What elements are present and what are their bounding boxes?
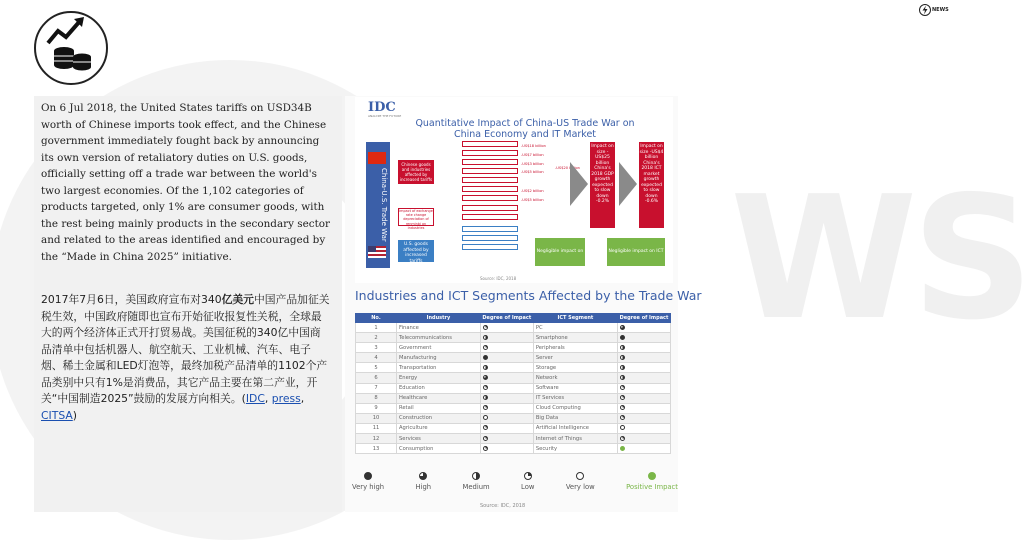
legend-item-very-low [566,472,595,491]
row-number: 12 [356,434,397,444]
ict-degree-cell [618,323,671,333]
row-number: 7 [356,383,397,393]
trend-coins-logo [34,11,108,85]
industry-degree-cell [480,373,533,383]
link-idc[interactable]: IDC [245,392,265,405]
row-number: 5 [356,363,397,373]
industry-cell: Construction [397,413,481,423]
legend-label: Very high [352,483,385,491]
negligible-ict-box: Negligible impact on ICT market [607,238,665,266]
degree-low-icon [620,395,625,400]
idc-logo: IDC [368,100,396,115]
ict-degree-cell [618,423,671,433]
legend-label: Medium [462,483,490,491]
industry-degree-cell [480,383,533,393]
row-number: 9 [356,403,397,413]
degree-medium-icon [620,355,625,360]
idc-logo-tagline: ANALYZE THE FUTURE [368,114,402,118]
infographic-title: Quantitative Impact of China-US Trade War on China Economy and IT Market [415,118,635,140]
ict-segment-cell: Network [533,373,617,383]
degree-low-icon [483,446,488,451]
ict-degree-cell [618,393,671,403]
header-industry: Industry [397,314,481,323]
row-number: 4 [356,353,397,363]
ict-degree-cell [618,403,671,413]
degree-low-icon [620,436,625,441]
legend-very-low-icon [576,472,584,480]
row-number: 13 [356,444,397,454]
impact-table [355,313,671,454]
ict-segment-cell: Smartphone [533,333,617,343]
table-row [356,333,671,343]
table-row [356,423,671,433]
table-title: Industries and ICT Segments Affected by the Trade War [355,288,702,303]
degree-medium-icon [483,365,488,370]
english-paragraph: On 6 Jul 2018, the United States tariffs on USD34B worth of Chinese imports took effect, and the Chinese government immediately fought back by announcing its own version of retaliatory duties on U.S. goods, officially setting off a trade war between the world's two largest economies. Of the 1,102 categories of products targeted, only 1% are consumer goods, with the rest being mainly products in the secondary sector and related to the areas identified and encouraged by the “Made in China 2025” initiative. [41,102,330,263]
gdp-impact-box: Impact on size -US$25 billion China's 2018 GDP growth expected to slow down -0.2% [590,142,615,228]
chinese-text-2: 中国产品加征关税生效，中国政府随即也宣布开始征收报复性关税，全球最大的两个经济体正式开打贸易战。美国征税的340亿中国商品清单中包括机器人、航空航天、工业机械、汽车、电子烟、稀土金属和LED灯泡等，最终加税产品清单的1102个产品类别中只有1%是消费品，其它产品主要在第二产业，开关“中国制造2025”鼓励的发展方向相关。( [41,293,330,405]
chinese-text-1: 2017年7月6日，美国政府宣布对340 [41,293,222,306]
legend-label: Positive Impact [626,483,678,491]
lightning-icon [919,4,931,16]
ict-segment-cell: Big Data [533,413,617,423]
legend-positive-icon [648,472,656,480]
degree-low-icon [620,385,625,390]
ict-degree-cell [618,373,671,383]
ict-degree-cell [618,353,671,363]
row-number: 3 [356,343,397,353]
header-industry-degree: Degree of Impact [480,314,533,323]
legend-item-high [415,472,431,491]
table-row [356,323,671,333]
header-ict-segment: ICT Segment [533,314,617,323]
degree-very-low-icon [620,425,625,430]
ict-segment-cell: IT Services [533,393,617,403]
degree-legend [352,472,678,491]
table-row [356,343,671,353]
ict-segment-cell: Peripherals [533,343,617,353]
degree-high-icon [620,325,625,330]
arrow-to-ict [619,162,637,206]
degree-positive-icon [620,446,625,451]
degree-low-icon [483,385,488,390]
industry-cell: Consumption [397,444,481,454]
ict-degree-cell [618,363,671,373]
table-row [356,393,671,403]
industry-cell: Finance [397,323,481,333]
link-press[interactable]: press [271,392,301,405]
brand-news-logo [919,4,949,16]
degree-low-icon [620,405,625,410]
degree-medium-icon [620,345,625,350]
row-number: 1 [356,323,397,333]
table-row [356,413,671,423]
ict-segment-cell: Security [533,444,617,454]
ict-segment-cell: Server [533,353,617,363]
ict-degree-cell [618,333,671,343]
table-source: Source: IDC, 2018 [480,503,526,509]
ict-segment-cell: Internet of Things [533,434,617,444]
exchange-rate-box: Impact of exchange rate change depreciation of renminbi on industries [399,209,433,230]
ict-segment-cell: Software [533,383,617,393]
industry-degree-cell [480,423,533,433]
industry-cell: Telecommunications [397,333,481,343]
ict-segment-cell: Cloud Computing [533,403,617,413]
industry-cell: Services [397,434,481,444]
table-row [356,373,671,383]
degree-low-icon [620,415,625,420]
chinese-goods-box: Chinese goods and industries affected by increased tariffs [399,162,433,182]
row-number: 10 [356,413,397,423]
table-row [356,383,671,393]
legend-medium-icon [472,472,480,480]
ict-impact-box: Impact on size -US$4 billion China's 2018 ICT market growth expected to slow down -0.6% [639,142,664,228]
legend-label: High [415,483,432,491]
ict-segment-cell: Storage [533,363,617,373]
legend-item-positive [626,472,678,491]
news-label: NEWS [932,7,949,13]
legend-low-icon [524,472,532,480]
industry-degree-cell [480,413,533,423]
degree-low-icon [483,325,488,330]
ict-segment-cell: PC [533,323,617,333]
chinese-bold-text: 亿美元 [221,293,254,306]
industry-degree-cell [480,343,533,353]
industry-cell: Agriculture [397,423,481,433]
industry-degree-cell [480,434,533,444]
table-row [356,434,671,444]
ict-degree-cell [618,383,671,393]
legend-item-low [521,472,534,491]
table-row [356,353,671,363]
row-number: 6 [356,373,397,383]
ict-degree-cell [618,444,671,454]
degree-low-icon [483,405,488,410]
negligible-gdp-box: Negligible impact on GDP [535,238,585,266]
ict-degree-cell [618,343,671,353]
ict-degree-cell [618,434,671,444]
chinese-paragraph: 2017年7月6日，美国政府宣布对340亿美元中国产品加征关税生效，中国政府随即也宣布开始征收报复性关税，全球最大的两个经济体正式开打贸易战。美国征税的340亿中国商品清单中包括机器人、航空航天、工业机械、汽车、电子烟、稀土金属和LED灯泡等，最终加税产品清单的1102个产品类别中只有1%是消费品，其它产品主要在第二产业，开关“中国制造2025”鼓励的发展方向相关。(IDC, press, CITSA) [41,293,330,422]
us-goods-box: U.S. goods affected by increased tariffs [398,240,434,262]
arrow-to-gdp [570,162,588,206]
ict-segment-cell: Artificial Intelligence [533,423,617,433]
industry-cell: Government [397,343,481,353]
industry-degree-cell [480,323,533,333]
growth-coins-icon [36,13,106,83]
industry-cell: Retail [397,403,481,413]
industry-degree-cell [480,444,533,454]
industry-degree-cell [480,403,533,413]
industry-degree-cell [480,333,533,343]
degree-low-icon [483,425,488,430]
legend-very-high-icon [364,472,372,480]
legend-label: Very low [565,483,595,491]
table-row [356,403,671,413]
degree-very-high-icon [483,355,488,360]
degree-very-low-icon [483,415,488,420]
legend-high-icon [419,472,427,480]
industry-cell: Manufacturing [397,353,481,363]
row-number: 2 [356,333,397,343]
degree-medium-icon [620,365,625,370]
link-citsa[interactable]: CITSA [41,408,73,422]
degree-medium-icon [483,395,488,400]
background-watermark-text: WS [730,160,1028,358]
vertical-label: China-U.S. Trade War [380,168,388,242]
degree-low-icon [483,345,488,350]
legend-item-medium [462,472,489,491]
infographic-source: Source: IDC, 2018 [480,276,517,281]
industry-cell: Healthcare [397,393,481,403]
gdp-values-list: -US$18 billion -US$7 billion -US$3 billion -US$5 billion -US$2 billion -US$5 billion [521,144,546,202]
industry-cell: Energy [397,373,481,383]
legend-label: Low [521,483,535,491]
degree-medium-icon [620,375,625,380]
degree-medium-icon [483,335,488,340]
legend-item-very-high [352,472,384,491]
ict-degree-cell [618,413,671,423]
industry-degree-cell [480,353,533,363]
table-row [356,444,671,454]
industry-cell: Education [397,383,481,393]
tariff-detail-rows [462,141,518,253]
industry-cell: Transportation [397,363,481,373]
table-row [356,363,671,373]
header-no: No. [356,314,397,323]
industry-degree-cell [480,393,533,403]
row-number: 11 [356,423,397,433]
industry-degree-cell [480,363,533,373]
header-ict-degree: Degree of Impact [618,314,671,323]
degree-low-icon [483,436,488,441]
us-flag-icon [368,246,386,258]
china-flag-icon [368,152,386,164]
degree-very-high-icon [620,335,625,340]
degree-high-icon [483,375,488,380]
gdp-total: -US$20 billion [555,166,580,170]
row-number: 8 [356,393,397,403]
